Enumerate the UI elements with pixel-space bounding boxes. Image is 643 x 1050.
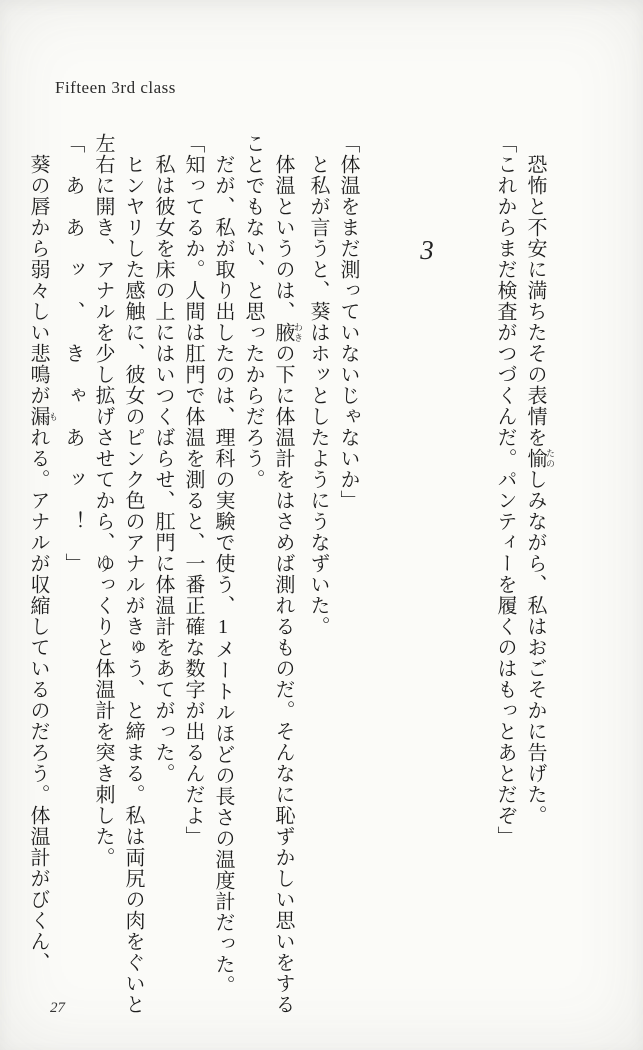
paragraph: 「これからまだ検査がつづくんだ。パンティーを履くのはもっとあとだぞ」 xyxy=(494,133,516,847)
ruby-annotated-kanji: 愉 たの xyxy=(524,448,555,469)
paragraph: 体温というのは、腋 わきの下に体温計をはさめば測れるものだ。そんなに恥ずかしい思いをすることでもない、と思ったからだろう。 xyxy=(242,133,303,1015)
paragraph: 「体温をまだ測っていないじゃないか」 xyxy=(337,133,359,511)
chapter-number: 3 xyxy=(412,235,442,265)
furigana: たの xyxy=(545,448,555,469)
paragraph: 恐怖と不安に満ちたその表情を愉 たのしみながら、私はおごそかに告げた。 xyxy=(524,133,555,826)
page-number: 27 xyxy=(50,1000,65,1016)
furigana: わき xyxy=(293,322,303,343)
paragraph: ヒンヤリした感触に、彼女のピンク色のアナルがきゅう、と締まる。私は両尻の肉をぐいと左右に開き、アナルを少し拡げさせてから、ゆっくりと体温計を突き刺した。 xyxy=(92,133,144,1015)
paragraph: 私は彼女を床の上にはいつくばらせ、肛門に体温計をあてがった。 xyxy=(152,133,174,784)
ruby-annotated-kanji: 漏 も xyxy=(27,406,58,427)
paragraph: 葵の唇から弱々しい悲鳴が漏 もれる。アナルが収縮しているのだろう。体温計がびくん、 xyxy=(27,133,58,973)
paragraph: 「ああッ、きゃあッ！」 xyxy=(62,133,84,595)
furigana: も xyxy=(48,406,58,427)
running-header: Fifteen 3rd class xyxy=(55,78,176,97)
page-text xyxy=(23,133,555,1018)
ruby-annotated-kanji: 腋 わき xyxy=(272,322,303,343)
paragraph: 「知ってるか。人間は肛門で体温を測ると、一番正確な数字が出るんだよ」 xyxy=(182,133,204,847)
paragraph: と私が言うと、葵はホッとしたようにうなずいた。 xyxy=(307,133,329,637)
paragraph: だが、私が取り出したのは、理科の実験で使う、1メートルほどの長さの温度計だった。 xyxy=(212,133,234,996)
